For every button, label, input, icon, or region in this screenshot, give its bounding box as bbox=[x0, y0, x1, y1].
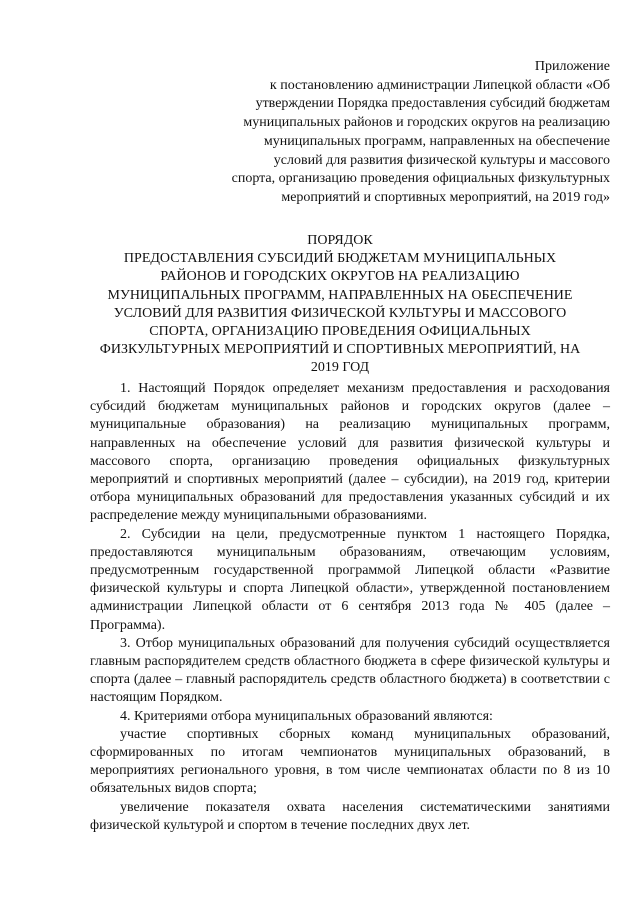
title-line: ПРЕДОСТАВЛЕНИЯ СУБСИДИЙ БЮДЖЕТАМ МУНИЦИПАЛЬНЫХ bbox=[123, 251, 557, 267]
paragraph-4: 4. Критериями отбора муниципальных образований являются: bbox=[120, 708, 493, 724]
appendix-line: условий для развития физической культуры и массового bbox=[273, 152, 610, 168]
paragraph-1: 1. Настоящий Порядок определяет механизм предоставления и расходования субсидий бюджетам муниципальных районов и городских округов (далее – муниципальные образования) на реализацию муниципальных программ, направленных на обеспечение условий для развития физической культуры и массового спорта, организацию проведения официальных физкультурных мероприятий и спортивных мероприятий (далее – субсидии), на 2019 год, критерии отбора муниципальных образований для предоставления указанных субсидий и их распределение между муниципальными образованиями. bbox=[90, 381, 610, 524]
appendix-header bbox=[180, 58, 610, 208]
appendix-line: муниципальных районов и городских округов на реализацию bbox=[243, 115, 610, 131]
appendix-line: мероприятий и спортивных мероприятий, на 2019 год» bbox=[281, 189, 610, 205]
title-line: МУНИЦИПАЛЬНЫХ ПРОГРАММ, НАПРАВЛЕННЫХ НА ОБЕСПЕЧЕНИЕ bbox=[107, 287, 573, 303]
appendix-line: спорта, организацию проведения официальных физкультурных bbox=[231, 171, 610, 187]
title-line: РАЙОНОВ И ГОРОДСКИХ ОКРУГОВ НА РЕАЛИЗАЦИЮ bbox=[160, 269, 520, 285]
title-line: 2019 ГОД bbox=[310, 360, 370, 376]
document-body bbox=[90, 380, 610, 835]
title-line: ФИЗКУЛЬТУРНЫХ МЕРОПРИЯТИЙ И СПОРТИВНЫХ МЕРОПРИЯТИЙ, НА bbox=[99, 342, 581, 358]
paragraph-2: 2. Субсидии на цели, предусмотренные пунктом 1 настоящего Порядка, предоставляются муниципальным образованиям, отвечающим условиям, предусмотренным государственной программой Липецкой области «Развитие физической культуры и спорта Липецкой области», утвержденной постановлением администрации Липецкой области от 6 сентября 2013 года № 405 (далее – Программа). bbox=[90, 526, 610, 633]
title-line: СПОРТА, ОРГАНИЗАЦИЮ ПРОВЕДЕНИЯ ОФИЦИАЛЬНЫХ bbox=[149, 324, 531, 340]
title-line: ПОРЯДОК bbox=[307, 233, 373, 248]
appendix-line: к постановлению администрации Липецкой области «Об bbox=[269, 77, 610, 93]
appendix-line: утверждении Порядка предоставления субсидий бюджетам bbox=[255, 96, 610, 112]
appendix-line: Приложение bbox=[534, 59, 610, 74]
criterion-1: участие спортивных сборных команд муниципальных образований, сформированных по итогам чемпионатов муниципальных образований, в мероприятиях регионального уровня, в том числе чемпионатах области по 8 из 10 обязательных видов спорта; bbox=[90, 726, 610, 797]
title-line: УСЛОВИЙ ДЛЯ РАЗВИТИЯ ФИЗИЧЕСКОЙ КУЛЬТУРЫ И МАССОВОГО bbox=[113, 305, 567, 321]
criterion-2: увеличение показателя охвата населения систематическими занятиями физической культурой и спортом в течение последних двух лет. bbox=[90, 799, 610, 833]
document-title bbox=[80, 232, 600, 378]
paragraph-3: 3. Отбор муниципальных образований для получения субсидий осуществляется главным распорядителем средств областного бюджета в сфере физической культуры и спорта (далее – главный распорядитель средств областного бюджета) в соответствии с настоящим Порядком. bbox=[90, 635, 610, 706]
appendix-line: муниципальных программ, направленных на обеспечение bbox=[263, 133, 610, 149]
